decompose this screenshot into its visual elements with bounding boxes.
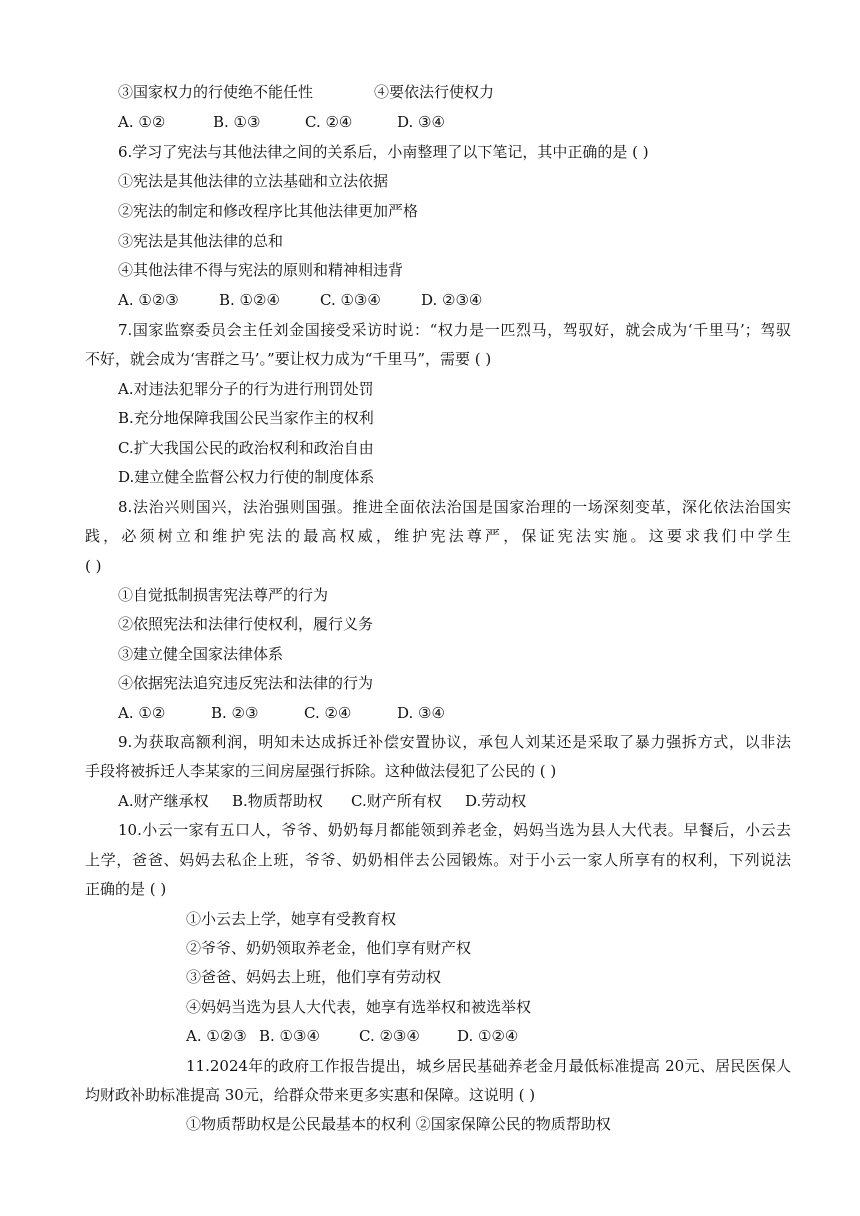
q5-option-d[interactable]: D. ③④ (397, 113, 445, 131)
q6-option-a[interactable]: A. ①②③ (118, 291, 179, 309)
q10-stem-line-2: 上学，爸爸、妈妈去私企上班，爷爷、奶奶相伴去公园锻炼。对于小云一家人所享有的权利，下列说法 (85, 851, 791, 869)
q9-option-a[interactable]: A.财产继承权 (118, 792, 209, 810)
q9-option-b[interactable]: B.物质帮助权 (232, 792, 323, 810)
q11-statements-1-2: ①物质帮助权是公民最基本的权利 ②国家保障公民的物质帮助权 (186, 1115, 611, 1133)
q8-statement-1: ①自觉抵制损害宪法尊严的行为 (118, 586, 329, 604)
q5-option-b[interactable]: B. ①③ (213, 113, 261, 131)
q11-stem-line-2: 均财政补助标准提高 30元，给群众带来更多实惠和保障。这说明 ( ) (85, 1086, 536, 1104)
q9-stem-line-2: 手段将被拆迁人李某家的三间房屋强行拆除。这种做法侵犯了公民的 ( ) (85, 762, 557, 780)
q10-stem-line-1: 10.小云一家有五口人，爷爷、奶奶每月都能领到养老金，妈妈当选为县人大代表。早餐后，小云去 (118, 821, 791, 839)
q9-option-c[interactable]: C.财产所有权 (351, 792, 442, 810)
q9-options (118, 791, 526, 811)
q10-options (186, 1026, 518, 1046)
q9-stem-line-1: 9.为获取高额利润，明知未达成拆迁补偿安置协议，承包人刘某还是采取了暴力强拆方式，以非法 (118, 733, 791, 751)
q5-option-c[interactable]: C. ②④ (305, 113, 353, 131)
q8-option-d[interactable]: D. ③④ (397, 704, 445, 722)
q6-option-c[interactable]: C. ①③④ (320, 291, 381, 309)
q11-stem-line-1: 11.2024年的政府工作报告提出，城乡居民基础养老金月最低标准提高 20元、居民医保人 (186, 1057, 791, 1075)
q8-stem-line-3: ( ) (85, 557, 102, 575)
q10-statement-4: ④妈妈当选为县人大代表，她享有选举权和被选举权 (186, 998, 532, 1016)
q5-statement-4: ④要依法行使权力 (374, 83, 495, 101)
q8-option-a[interactable]: A. ①② (118, 704, 166, 722)
q7-option-b[interactable]: B.充分地保障我国公民当家作主的权利 (118, 409, 374, 427)
q6-statement-4: ④其他法律不得与宪法的原则和精神相违背 (118, 261, 404, 279)
q5-options (118, 112, 445, 132)
q10-option-c[interactable]: C. ②③④ (359, 1027, 420, 1045)
q6-option-b[interactable]: B. ①②④ (219, 291, 280, 309)
q8-options (118, 703, 445, 723)
q6-stem: 6.学习了宪法与其他法律之间的关系后，小南整理了以下笔记，其中正确的是 ( ) (118, 143, 649, 161)
q6-options (118, 290, 482, 310)
q8-stem-line-2: 践，必须树立和维护宪法的最高权威，维护宪法尊严，保证宪法实施。这要求我们中学生 (85, 527, 791, 545)
q7-option-a[interactable]: A.对违法犯罪分子的行为进行刑罚处罚 (118, 380, 374, 398)
q7-option-d[interactable]: D.建立健全监督公权力行使的制度体系 (118, 468, 375, 486)
q8-statement-2: ②依照宪法和法律行使权利，履行义务 (118, 615, 374, 633)
q10-option-a[interactable]: A. ①②③ (186, 1027, 247, 1045)
q6-option-d[interactable]: D. ②③④ (421, 291, 483, 309)
q10-statement-1: ①小云去上学，她享有受教育权 (186, 910, 397, 928)
q8-stem-line-1: 8.法治兴则国兴，法治强则国强。推进全面依法治国是国家治理的一场深刻变革，深化依法治国实 (118, 498, 791, 516)
q10-option-b[interactable]: B. ①③④ (259, 1027, 320, 1045)
q8-option-c[interactable]: C. ②④ (304, 704, 352, 722)
q8-statement-3: ③建立健全国家法律体系 (118, 645, 284, 663)
q9-option-d[interactable]: D.劳动权 (465, 792, 527, 810)
q10-statement-2: ②爷爷、奶奶领取养老金，他们享有财产权 (186, 939, 472, 957)
q7-option-c[interactable]: C.扩大我国公民的政治权利和政治自由 (118, 439, 374, 457)
q6-statement-3: ③宪法是其他法律的总和 (118, 232, 284, 250)
q10-stem-line-3: 正确的是 ( ) (85, 880, 167, 898)
q5-statement-3: ③国家权力的行使绝不能任性 (118, 83, 314, 101)
q6-statement-1: ①宪法是其他法律的立法基础和立法依据 (118, 172, 389, 190)
q6-statement-2: ②宪法的制定和修改程序比其他法律更加严格 (118, 202, 419, 220)
q10-option-d[interactable]: D. ①②④ (457, 1027, 519, 1045)
q10-statement-3: ③爸爸、妈妈去上班，他们享有劳动权 (186, 968, 442, 986)
q8-statement-4: ④依据宪法追究违反宪法和法律的行为 (118, 674, 374, 692)
q7-stem-line-1: 7.国家监察委员会主任刘金国接受采访时说：“权力是一匹烈马，驾驭好，就会成为‘千里马’；驾驭 (118, 321, 791, 339)
q7-stem-line-2: 不好，就会成为‘害群之马’。”要让权力成为“千里马”，需要 ( ) (85, 350, 492, 368)
q8-option-b[interactable]: B. ②③ (211, 704, 259, 722)
q5-option-a[interactable]: A. ①② (118, 113, 166, 131)
